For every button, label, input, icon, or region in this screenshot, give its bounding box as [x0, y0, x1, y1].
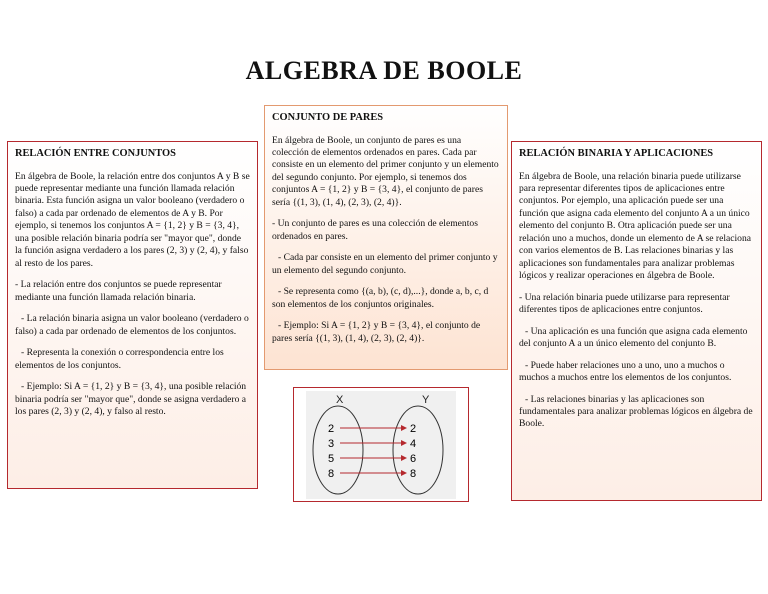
card-paragraph: En álgebra de Boole, un conjunto de pares es una colección de elementos ordenados en pares. Cada par consiste en un elemento del primer conjunto y un elemento del segundo conjunto. Por ejemplo, si tenemos dos conjuntos A = {1, 2} y B = {3, 4}, el conjunto de pares sería {(1, 3), (1, 4), (2, 3), (2, 4)}.	[272, 134, 499, 208]
card-relacion-entre-conjuntos	[7, 141, 258, 489]
card-paragraph: En álgebra de Boole, la relación entre dos conjuntos A y B se puede representar mediante una función llamada relación binaria. Esta función asigna un valor booleano (verdadero o falso) a cada par ordenado de elementos de A y B. Por ejemplo, si tenemos los conjuntos A = {1, 2} y B = {3, 4}, una posible relación binaria podría ser "mayor que", donde la función asigna verdadero a los pares (2, 3) y (2, 4), y falso al resto de los pares.	[15, 170, 250, 269]
set-x-element: 8	[328, 468, 335, 480]
set-y-label: Y	[422, 394, 430, 406]
card-paragraph: - La relación entre dos conjuntos se puede representar mediante una función llamada relación binaria.	[15, 279, 222, 303]
card-paragraph: - Ejemplo: Si A = {1, 2} y B = {3, 4}, el conjunto de pares sería {(1, 3), (1, 4), (2, 3), (2, 4)}.	[272, 320, 481, 344]
set-x-element: 3	[328, 438, 335, 450]
card-paragraph: - La relación binaria asigna un valor booleano (verdadero o falso) a cada par ordenado de elementos de los conjuntos.	[15, 313, 249, 337]
card-relacion-binaria-y-aplicaciones	[511, 141, 762, 501]
card-paragraph: - Puede haber relaciones uno a uno, uno a muchos o muchos a muchos entre los elementos de los conjuntos.	[519, 359, 732, 384]
card-paragraph: - Cada par consiste en un elemento del primer conjunto y un elemento del segundo conjunto.	[272, 252, 498, 276]
mapping-diagram-svg	[306, 391, 456, 499]
card-paragraph: - Ejemplo: Si A = {1, 2} y B = {3, 4}, una posible relación binaria podría ser "mayor que", donde se asigna verdadero a los pares (2, 3) y (2, 4), y falso al resto.	[15, 381, 247, 418]
card-paragraph: - Un conjunto de pares es una colección de elementos ordenados en pares.	[272, 218, 478, 242]
card-paragraph: - Una aplicación es una función que asigna cada elemento del conjunto A a un único elemento del conjunto B.	[519, 325, 748, 350]
set-y-element: 4	[410, 438, 417, 450]
card-heading: CONJUNTO DE PARES	[272, 112, 384, 123]
set-x-element: 2	[328, 423, 335, 435]
set-x-element: 5	[328, 453, 335, 465]
card-paragraph: - Representa la conexión o correspondencia entre los elementos de los conjuntos.	[15, 347, 224, 371]
page-title: ALGEBRA DE BOOLE	[245, 56, 523, 85]
card-heading: RELACIÓN BINARIA Y APLICACIONES	[519, 148, 714, 159]
card-paragraph: - Una relación binaria puede utilizarse para representar diferentes tipos de aplicaciones entre conjuntos.	[519, 291, 730, 316]
set-y-element: 6	[410, 453, 417, 465]
card-paragraph: En álgebra de Boole, una relación binaria puede utilizarse para representar diferentes tipos de aplicaciones entre conjuntos. Por ejemplo, una aplicación puede ser una función que asigna cada elemento del conjunto A a un único elemento del conjunto B. Otra aplicación puede ser una relación uno a muchos, donde un elemento de A se relaciona con varios elementos de B. Las relaciones binarias y las aplicaciones son fundamentales para analizar problemas lógicos y realizar operaciones en álgebra de Boole.	[519, 170, 752, 282]
mapping-diagram	[293, 387, 469, 502]
card-heading: RELACIÓN ENTRE CONJUNTOS	[15, 148, 176, 159]
card-conjunto-de-pares	[264, 105, 508, 370]
set-y-element: 8	[410, 468, 417, 480]
set-x-label: X	[336, 394, 344, 406]
set-y-element: 2	[410, 423, 417, 435]
card-paragraph: - Las relaciones binarias y las aplicaciones son fundamentales para analizar problemas lógicos en álgebra de Boole.	[519, 393, 753, 430]
card-paragraph: - Se representa como {(a, b), (c, d),...}, donde a, b, c, d son elementos de los conjuntos originales.	[272, 286, 489, 310]
